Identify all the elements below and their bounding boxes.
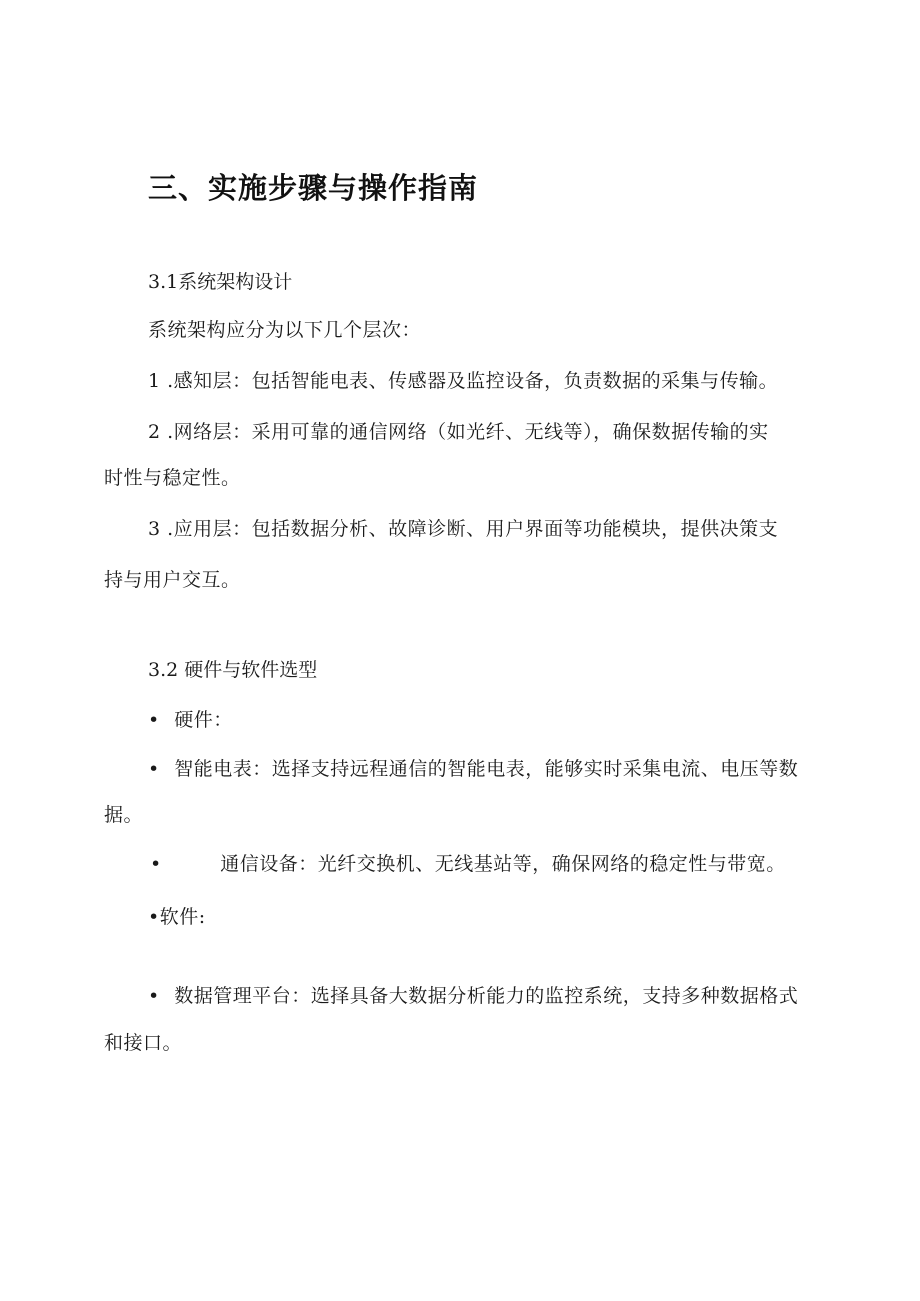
bullet-hardware (148, 708, 233, 732)
section-title: 三、实施步骤与操作指南 (148, 171, 479, 205)
bullet-icon: • (148, 758, 160, 780)
bullet-data-platform-line2: 和接口。 (104, 1032, 183, 1054)
bullet-icon: • (148, 906, 160, 928)
list-item-perception-layer: 1 .感知层：包括智能电表、传感器及监控设备，负责数据的采集与传输。 (148, 370, 779, 392)
bullet-comm-device (150, 852, 786, 876)
bullet-icon: • (148, 709, 160, 731)
bullet-icon: • (148, 985, 160, 1007)
subsection-heading-3-2: 3.2 硬件与软件选型 (148, 659, 318, 681)
smart-meter-text: 智能电表：选择支持远程通信的智能电表，能够实时采集电流、电压等数 (174, 758, 799, 780)
subsection-heading-3-1: 3.1系统架构设计 (148, 271, 293, 293)
list-item-application-layer-line1: 3 .应用层：包括数据分析、故障诊断、用户界面等功能模块，提供决策支 (148, 518, 779, 540)
data-platform-text: 数据管理平台：选择具备大数据分析能力的监控系统，支持多种数据格式 (174, 985, 799, 1007)
list-item-network-layer-line1: 2 .网络层：采用可靠的通信网络（如光纤、无线等），确保数据传输的实 (148, 421, 769, 443)
bullet-data-platform-line1 (148, 984, 798, 1008)
paragraph-intro: 系统架构应分为以下几个层次： (148, 319, 422, 341)
bullet-smart-meter-line1 (148, 757, 798, 781)
list-item-network-layer-line2: 时性与稳定性。 (104, 467, 241, 489)
bullet-software (148, 905, 206, 929)
hardware-label: 硬件： (174, 709, 233, 731)
list-item-application-layer-line2: 持与用户交互。 (104, 569, 241, 591)
comm-device-text: 通信设备：光纤交换机、无线基站等，确保网络的稳定性与带宽。 (220, 853, 786, 875)
bullet-smart-meter-line2: 据。 (104, 804, 144, 826)
software-label: 软件: (159, 906, 206, 928)
bullet-icon: • (150, 853, 162, 875)
